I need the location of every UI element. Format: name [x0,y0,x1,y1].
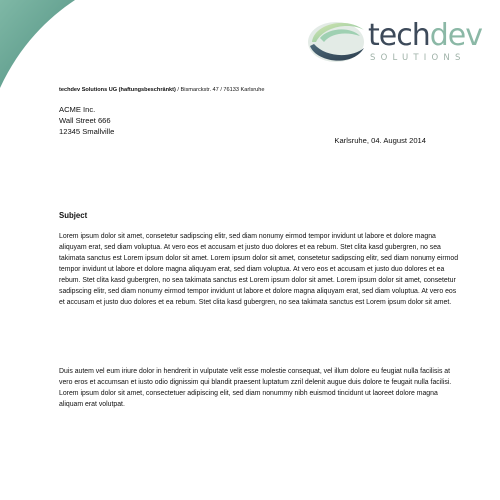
sender-company: techdev Solutions UG (haftungsbeschränkt) [59,87,176,93]
recipient-address-block [59,104,114,137]
recipient-city: 12345 Smallville [59,127,115,136]
logo-word-secondary: dev [429,18,482,53]
company-logo [306,12,482,72]
corner-swoosh-graphic [0,0,80,90]
body-paragraph-2: Duis autem vel eum iriure dolor in hendrerit in vulputate velit esse molestie consequat, vel illum dolore eu feugiat nulla facilisis at vero eros et accumsan et iusto odio dignissim qui blandit praesent luptatum zzril delenit augue duis dolore te feugait nulla facilisi. Lorem ipsum dolor sit amet, consectetuer adipiscing elit, sed diam nonummy nibh euismod tincidunt ut laoreet dolore magna aliquam erat volutpat. [59,368,452,408]
logo-mark-icon [306,12,368,68]
recipient-street: Wall Street 666 [59,116,111,125]
logo-word-primary: tech [368,18,430,53]
logo-wordmark [368,18,482,53]
sender-address: / Bismarckstr. 47 / 76133 Karlsruhe [175,87,265,93]
logo-tagline: SOLUTIONS [370,53,466,63]
letter-date: Karlsruhe, 04. August 2014 [334,136,426,145]
body-paragraph-1: Lorem ipsum dolor sit amet, consetetur sadipscing elitr, sed diam nonumy eirmod tempor invidunt ut labore et dolore magna aliquyam erat, sed diam voluptua. At vero eos et accusam et justo duo dolores et ea rebum. Stet clita kasd gubergren, no sea takimata sanctus est Lorem ipsum dolor sit amet. Lorem ipsum dolor sit amet, consetetur sadipscing elitr, sed diam nonumy eirmod tempor invidunt ut labore et dolore magna aliquyam erat, sed diam voluptua. At vero eos et accusam et justo duo dolores et ea rebum. Stet clita kasd gubergren, no sea takimata sanctus est Lorem ipsum dolor sit amet. Lorem ipsum dolor sit amet, consetetur sadipscing elitr, sed diam nonumy eirmod tempor invidunt ut labore et dolore magna aliquyam erat, sed diam voluptua. At vero eos et accusam et justo duo dolores et ea rebum. Stet clita kasd gubergren, no sea takimata sanctus est Lorem ipsum dolor sit amet. [59,233,459,306]
sender-address-line [59,87,264,94]
recipient-name: ACME Inc. [59,105,96,114]
letter-subject: Subject [59,211,88,220]
